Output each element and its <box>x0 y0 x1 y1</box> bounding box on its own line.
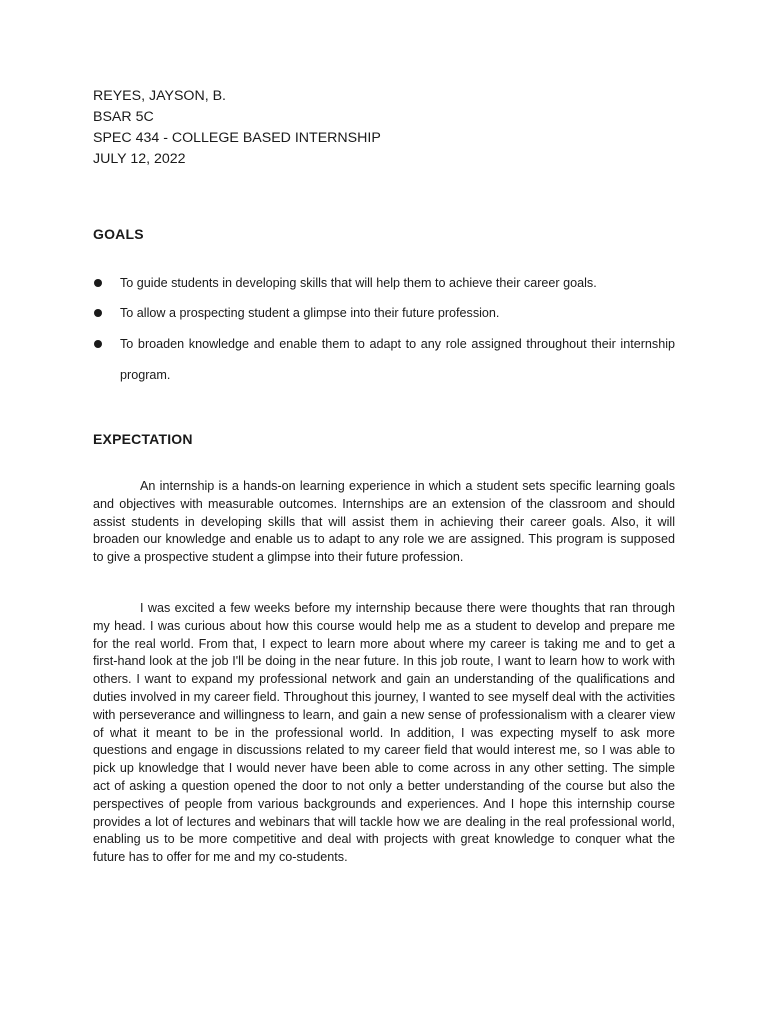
bullet-icon <box>94 309 102 317</box>
goal-list-item <box>93 329 675 391</box>
expectation-heading: EXPECTATION <box>93 431 193 447</box>
goals-heading: GOALS <box>93 226 144 242</box>
goal-text: To broaden knowledge and enable them to adapt to any role assigned throughout their internship program. <box>120 337 675 382</box>
goal-text: To allow a prospecting student a glimpse into their future profession. <box>120 306 500 320</box>
goal-text: To guide students in developing skills that will help them to achieve their career goals. <box>120 276 597 290</box>
bullet-icon <box>94 279 102 287</box>
course-title: SPEC 434 - COLLEGE BASED INTERNSHIP <box>93 130 381 146</box>
document-date: JULY 12, 2022 <box>93 151 186 167</box>
bullet-icon <box>94 340 102 348</box>
student-section: BSAR 5C <box>93 109 154 125</box>
student-name: REYES, JAYSON, B. <box>93 88 226 104</box>
expectation-paragraph: I was excited a few weeks before my internship because there were thoughts that ran through my head. I was curious about how this course would help me as a student to develop and prepare me for the real world. From that, I expect to learn more about where my career is taking me and to get a first-hand look at the job I'll be doing in the near future. In this job route, I want to learn how to work with others. I want to expand my professional network and gain an understanding of the qualifications and duties involved in my career field. Throughout this journey, I wanted to see myself deal with the activities with perseverance and willingness to learn, and gain a new sense of professionalism with a clearer view of what it meant to be in the professional world. In addition, I was expecting myself to ask more questions and engage in discussions related to my career field that would interest me, so I was able to pick up knowledge that I would never have been able to come across in any other setting. The simple act of asking a question opened the door to not only a better understanding of the course but also the perspectives of people from various backgrounds and experiences. And I hope this internship course provides a lot of lectures and webinars that will tackle how we are dealing in the real professional world, enabling us to be more competitive and deal with projects with great knowledge to conquer what the future has to offer for me and my co-students. <box>93 601 675 865</box>
goal-list-item <box>93 268 675 299</box>
document-header <box>93 86 381 170</box>
goal-list-item <box>93 298 675 329</box>
expectation-paragraph: An internship is a hands-on learning experience in which a student sets specific learning goals and objectives with measurable outcomes. Internships are an extension of the classroom and should assist students in developing skills that will assist them in achieving their career goals. Also, it will broaden our knowledge and enable us to adapt to any role we are assigned. This program is supposed to give a prospective student a glimpse into their future profession. <box>93 479 675 565</box>
